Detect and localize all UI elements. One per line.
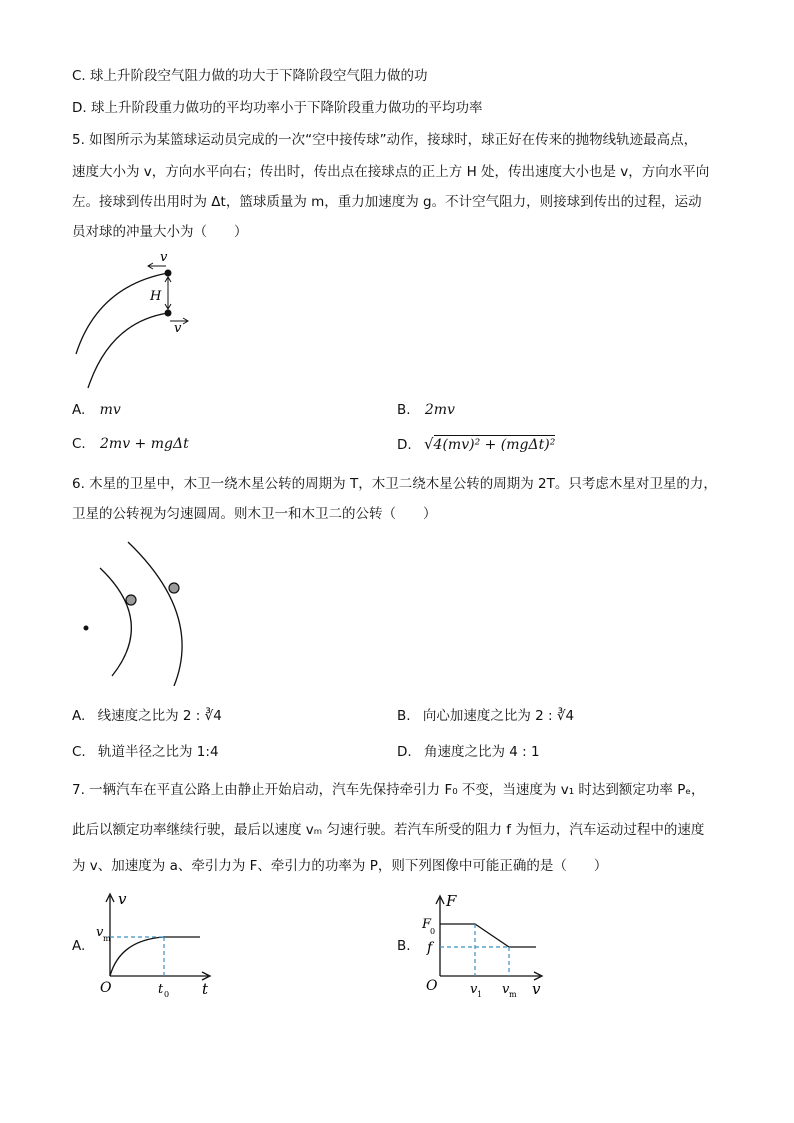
- q7-stem-line-2: 此后以额定功率继续行驶，最后以速度 vₘ 匀速行驶。若汽车所受的阻力 f 为恒力，汽车运动过程中的速度: [72, 822, 705, 838]
- h-label: H: [150, 289, 162, 304]
- q4-option-c: C. 球上升阶段空气阻力做的功大于下降阶段空气阻力做的功: [72, 68, 428, 84]
- q6-option-c: [72, 742, 219, 762]
- graph-a-xlabel: t: [202, 980, 209, 998]
- q5-option-b-letter: B.: [397, 402, 411, 418]
- v-top-label: v: [160, 250, 168, 265]
- q6-option-d-text: 角速度之比为 4 : 1: [423, 744, 540, 760]
- graph-b-curve: [440, 924, 536, 947]
- graph-b-xtick1: v: [470, 982, 478, 997]
- graph-b-xtick1-sub: 1: [477, 990, 483, 998]
- pass-point: [165, 270, 172, 277]
- q7-option-b-letter: B.: [397, 938, 411, 954]
- graph-b-xtick2: v: [502, 982, 510, 997]
- q6-option-a-text: 线速度之比为 2 : ∛4: [97, 708, 222, 724]
- q5-option-d: [397, 434, 555, 455]
- q5-stem-line-3: 左。接球到传出用时为 Δt，篮球质量为 m，重力加速度为 g。不计空气阻力，则接球到传出的过程，运动: [72, 194, 702, 210]
- q5-option-c-expr: 2mv + mgΔt: [100, 436, 189, 452]
- graph-b-xtick2-sub: m: [509, 990, 517, 998]
- q5-option-d-expr: 4(mv)² + (mgΔt)²: [433, 437, 556, 453]
- graph-a-origin: O: [100, 980, 112, 996]
- v-bottom-label: v: [174, 321, 182, 336]
- q6-option-b: [397, 706, 574, 726]
- q5-option-b-expr: 2mv: [424, 402, 455, 418]
- q6-option-b-text: 向心加速度之比为 2 : ∛4: [422, 708, 575, 724]
- io-moon: [126, 595, 136, 605]
- upper-trajectory: [76, 273, 168, 354]
- q7-stem-line-3: 为 v、加速度为 a、牵引力为 F、牵引力的功率为 P，则下列图像中可能正确的是（ ）: [72, 858, 608, 874]
- q7-graph-b: [418, 890, 552, 998]
- q5-option-a-expr: mv: [99, 402, 121, 418]
- q6-option-a: [72, 706, 222, 726]
- q5-stem-line-1: 5. 如图所示为某篮球运动员完成的一次“空中接传球”动作，接球时，球正好在传来的抛物线轨迹最高点，: [72, 132, 698, 148]
- q6-stem-line-2: 卫星的公转视为匀速圆周。则木卫一和木卫二的公转（ ）: [72, 506, 437, 522]
- lower-trajectory: [88, 313, 168, 388]
- io-orbit: [100, 568, 131, 676]
- q7-option-a-letter: A.: [72, 938, 86, 954]
- q5-basketball-figure: [68, 250, 198, 392]
- graph-b-ytick1: F: [422, 917, 432, 932]
- graph-b-ylabel: F: [446, 892, 457, 910]
- q5-option-d-letter: D.: [397, 437, 412, 453]
- q7-graph-a: [92, 890, 222, 998]
- graph-a-ytick-sub: m: [103, 934, 111, 943]
- q5-option-b: [397, 400, 455, 420]
- graph-a-xtick: t: [158, 982, 164, 997]
- q6-option-c-text: 轨道半径之比为 1:4: [98, 744, 219, 760]
- q5-stem-line-2: 速度大小为 v，方向水平向右；传出时，传出点在接球点的正上方 H 处，传出速度大小也是 v，方向水平向: [72, 164, 710, 180]
- q6-option-c-letter: C.: [72, 744, 86, 760]
- europa-moon: [169, 583, 179, 593]
- graph-a-xtick-sub: 0: [164, 990, 170, 998]
- europa-orbit: [128, 542, 182, 686]
- graph-b-origin: O: [426, 978, 438, 994]
- graph-b-ytick1-sub: 0: [430, 927, 436, 936]
- graph-b-xlabel: v: [532, 980, 541, 998]
- q4-option-d: D. 球上升阶段重力做功的平均功率小于下降阶段重力做功的平均功率: [72, 100, 483, 116]
- catch-point: [165, 310, 172, 317]
- q6-option-b-letter: B.: [397, 708, 411, 724]
- graph-a-curve: [110, 937, 200, 976]
- q5-option-a: [72, 400, 121, 420]
- q7-stem-line-1: 7. 一辆汽车在平直公路上由静止开始启动，汽车先保持牵引力 F₀ 不变，当速度为 v₁ 时达到额定功率 Pₑ，: [72, 782, 705, 798]
- q5-option-a-letter: A.: [72, 402, 86, 418]
- q6-option-d: [397, 742, 540, 762]
- graph-a-ylabel: v: [118, 890, 127, 908]
- q5-option-c: [72, 434, 189, 454]
- sqrt-symbol: √: [423, 435, 434, 453]
- graph-b-ytick2: f: [427, 940, 433, 956]
- q6-orbit-figure: [78, 536, 198, 686]
- graph-a-ytick: v: [96, 925, 104, 940]
- q5-stem-line-4: 员对球的冲量大小为（ ）: [72, 224, 248, 240]
- q6-option-d-letter: D.: [397, 744, 412, 760]
- q5-option-c-letter: C.: [72, 436, 86, 452]
- jupiter-dot: [84, 626, 89, 631]
- q6-option-a-letter: A.: [72, 708, 86, 724]
- q6-stem-line-1: 6. 木星的卫星中，木卫一绕木星公转的周期为 T，木卫二绕木星公转的周期为 2T。只考虑木星对卫星的力，: [72, 476, 717, 492]
